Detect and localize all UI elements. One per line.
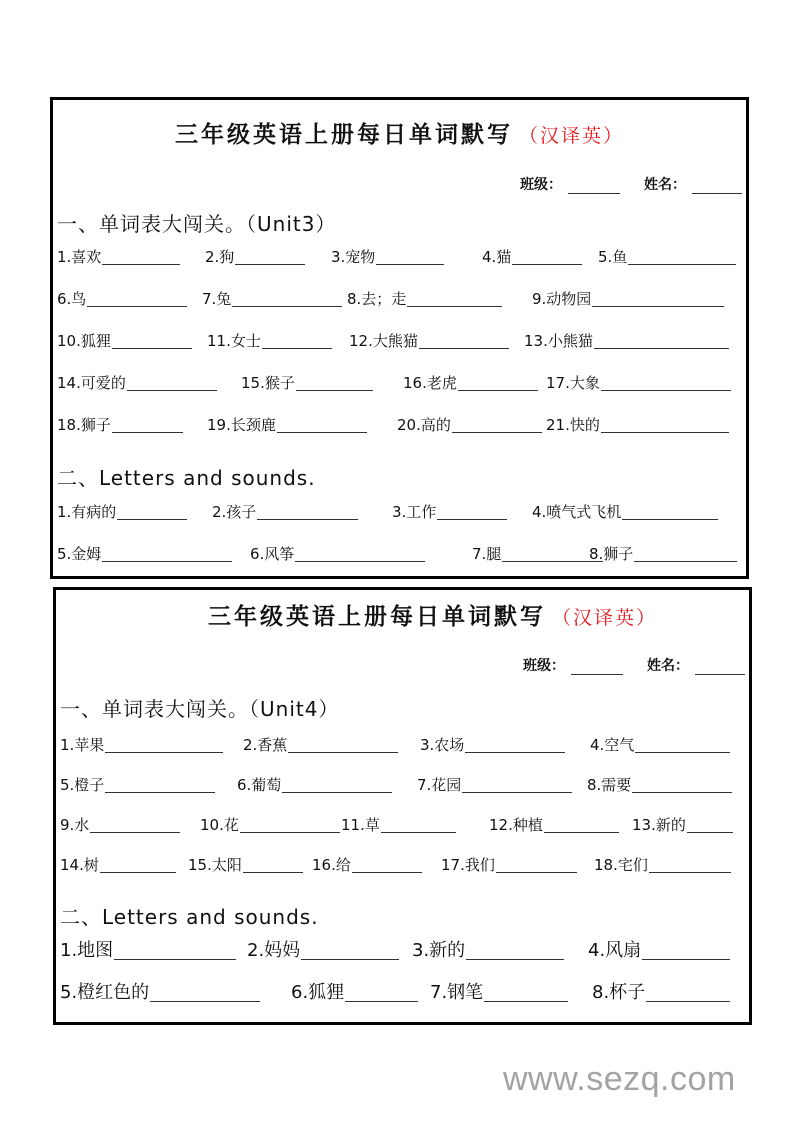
answer-blank[interactable] <box>419 347 509 349</box>
answer-blank[interactable] <box>352 871 422 873</box>
question-item <box>57 501 187 522</box>
question-prompt: 7.花园 <box>417 776 462 794</box>
answer-blank[interactable] <box>512 263 582 265</box>
question-item <box>341 814 456 835</box>
question-item <box>441 854 577 875</box>
question-item <box>397 414 542 435</box>
question-row <box>57 369 742 399</box>
answer-blank[interactable] <box>102 263 180 265</box>
question-item <box>57 543 232 564</box>
class-field[interactable] <box>571 673 623 675</box>
question-item <box>202 288 342 309</box>
question-prompt: 7.钢笔 <box>430 982 484 1003</box>
answer-blank[interactable] <box>87 305 187 307</box>
answer-blank[interactable] <box>282 791 392 793</box>
question-item <box>331 246 444 267</box>
question-item <box>188 854 303 875</box>
question-item <box>532 501 718 522</box>
answer-blank[interactable] <box>642 958 730 960</box>
question-prompt: 15.猴子 <box>241 374 295 392</box>
question-item <box>632 814 733 835</box>
answer-blank[interactable] <box>243 871 303 873</box>
question-item <box>57 246 180 267</box>
class-label: 班级： <box>523 658 565 674</box>
question-prompt: 16.给 <box>312 856 351 874</box>
question-item <box>60 936 236 962</box>
question-row <box>60 811 745 841</box>
question-item <box>349 330 509 351</box>
question-item <box>532 288 724 309</box>
question-item <box>57 414 183 435</box>
answer-blank[interactable] <box>127 389 217 391</box>
answer-blank[interactable] <box>295 560 425 562</box>
name-field[interactable] <box>692 192 742 194</box>
answer-blank[interactable] <box>100 871 176 873</box>
answer-blank[interactable] <box>102 560 232 562</box>
answer-blank[interactable] <box>235 263 305 265</box>
question-prompt: 1.苹果 <box>60 736 105 754</box>
question-prompt: 1.有病的 <box>57 503 117 521</box>
question-item <box>589 543 737 564</box>
student-info <box>520 174 742 194</box>
answer-blank[interactable] <box>90 831 180 833</box>
answer-blank[interactable] <box>381 831 456 833</box>
question-item <box>291 978 418 1004</box>
answer-blank[interactable] <box>465 751 565 753</box>
worksheet-title <box>116 598 749 631</box>
question-prompt: 4.猫 <box>482 248 512 266</box>
question-prompt: 5.橙子 <box>60 776 105 794</box>
question-item <box>420 734 565 755</box>
question-item <box>489 814 619 835</box>
question-prompt: 3.农场 <box>420 736 465 754</box>
question-prompt: 6.风筝 <box>250 545 295 563</box>
question-prompt: 19.长颈鹿 <box>207 416 276 434</box>
answer-blank[interactable] <box>634 560 737 562</box>
question-row <box>57 411 742 441</box>
question-prompt: 8.杯子 <box>592 982 646 1003</box>
answer-blank[interactable] <box>232 305 342 307</box>
worksheet-unit4 <box>53 587 752 1025</box>
class-label: 班级： <box>520 177 562 193</box>
answer-blank[interactable] <box>496 871 577 873</box>
question-prompt: 8.需要 <box>587 776 632 794</box>
answer-blank[interactable] <box>262 347 332 349</box>
question-item <box>60 814 180 835</box>
name-field[interactable] <box>695 673 745 675</box>
question-prompt: 12.大熊猫 <box>349 332 418 350</box>
question-item <box>430 978 568 1004</box>
question-prompt: 21.快的 <box>546 416 600 434</box>
question-item <box>212 501 358 522</box>
question-item <box>247 936 399 962</box>
answer-blank[interactable] <box>117 518 187 520</box>
question-prompt: 6.葡萄 <box>237 776 282 794</box>
question-item <box>592 978 730 1004</box>
question-prompt: 8.狮子 <box>589 545 634 563</box>
question-prompt: 2.香蕉 <box>243 736 288 754</box>
question-prompt: 14.可爱的 <box>57 374 126 392</box>
answer-blank[interactable] <box>105 751 223 753</box>
question-prompt: 7.腿 <box>472 545 502 563</box>
question-item <box>60 774 215 795</box>
question-prompt: 4.喷气式飞机 <box>532 503 622 521</box>
question-item <box>482 246 582 267</box>
question-prompt: 7.兔 <box>202 290 232 308</box>
answer-blank[interactable] <box>601 389 731 391</box>
question-item <box>472 543 603 564</box>
question-prompt: 6.鸟 <box>57 290 87 308</box>
question-item <box>594 854 731 875</box>
question-item <box>243 734 398 755</box>
question-prompt: 18.狮子 <box>57 416 111 434</box>
question-prompt: 9.动物园 <box>532 290 592 308</box>
worksheet-title <box>53 116 746 149</box>
answer-blank[interactable] <box>462 791 572 793</box>
answer-blank[interactable] <box>345 1000 418 1002</box>
answer-blank[interactable] <box>150 1000 260 1002</box>
question-prompt: 10.花 <box>200 816 239 834</box>
answer-blank[interactable] <box>407 305 502 307</box>
question-prompt: 13.小熊猫 <box>524 332 593 350</box>
question-prompt: 2.妈妈 <box>247 940 301 961</box>
question-prompt: 18.宅们 <box>594 856 648 874</box>
question-prompt: 3.新的 <box>412 940 466 961</box>
question-item <box>207 414 367 435</box>
title-tag: （汉译英） <box>551 607 657 629</box>
question-prompt: 12.种植 <box>489 816 543 834</box>
answer-blank[interactable] <box>105 791 215 793</box>
question-item <box>412 936 564 962</box>
answer-blank[interactable] <box>437 518 507 520</box>
question-item <box>546 414 729 435</box>
title-text: 三年级英语上册每日单词默写 <box>207 603 546 630</box>
title-tag: （汉译英） <box>518 125 624 147</box>
student-info <box>523 655 745 675</box>
question-item <box>60 854 176 875</box>
question-row <box>60 731 745 761</box>
answer-blank[interactable] <box>240 831 340 833</box>
question-item <box>60 734 223 755</box>
question-item <box>207 330 332 351</box>
answer-blank[interactable] <box>635 751 730 753</box>
question-item <box>312 854 422 875</box>
title-text: 三年级英语上册每日单词默写 <box>174 121 513 148</box>
question-item <box>403 372 538 393</box>
question-item <box>524 330 729 351</box>
answer-blank[interactable] <box>376 263 444 265</box>
question-row <box>57 243 742 273</box>
question-prompt: 15.太阳 <box>188 856 242 874</box>
question-row <box>57 285 742 315</box>
question-prompt: 5.金姆 <box>57 545 102 563</box>
answer-blank[interactable] <box>592 305 724 307</box>
answer-blank[interactable] <box>452 431 542 433</box>
question-prompt: 1.地图 <box>60 940 114 961</box>
answer-blank[interactable] <box>296 389 373 391</box>
question-prompt: 9.水 <box>60 816 90 834</box>
question-prompt: 2.狗 <box>205 248 235 266</box>
section-letters-sounds-heading: 二、Letters and sounds. <box>60 905 319 929</box>
answer-blank[interactable] <box>112 347 192 349</box>
worksheet-unit3 <box>50 97 749 579</box>
question-prompt: 1.喜欢 <box>57 248 102 266</box>
question-item <box>241 372 373 393</box>
question-prompt: 11.女士 <box>207 332 261 350</box>
question-prompt: 5.鱼 <box>598 248 628 266</box>
question-prompt: 4.风扇 <box>588 940 642 961</box>
answer-blank[interactable] <box>622 518 718 520</box>
question-prompt: 16.老虎 <box>403 374 457 392</box>
question-prompt: 3.工作 <box>392 503 437 521</box>
name-label: 姓名： <box>647 658 689 674</box>
answer-blank[interactable] <box>458 389 538 391</box>
question-prompt: 6.狐狸 <box>291 982 345 1003</box>
question-row <box>60 771 745 801</box>
answer-blank[interactable] <box>594 347 729 349</box>
question-prompt: 20.高的 <box>397 416 451 434</box>
question-item <box>417 774 572 795</box>
question-item <box>392 501 507 522</box>
class-field[interactable] <box>568 192 620 194</box>
answer-blank[interactable] <box>257 518 358 520</box>
answer-blank[interactable] <box>601 431 729 433</box>
answer-blank[interactable] <box>687 831 733 833</box>
question-prompt: 10.狐狸 <box>57 332 111 350</box>
answer-blank[interactable] <box>277 431 367 433</box>
question-row <box>57 498 742 528</box>
question-prompt: 14.树 <box>60 856 99 874</box>
section-vocabulary-heading: 一、单词表大闯关。（Unit3） <box>57 212 337 236</box>
answer-blank[interactable] <box>646 1000 730 1002</box>
question-prompt: 8.去；走 <box>347 290 407 308</box>
question-item <box>598 246 736 267</box>
watermark: www.sezq.com <box>503 1060 736 1098</box>
answer-blank[interactable] <box>544 831 619 833</box>
question-prompt: 4.空气 <box>590 736 635 754</box>
question-row <box>60 980 745 1010</box>
question-item <box>588 936 730 962</box>
question-item <box>250 543 425 564</box>
answer-blank[interactable] <box>288 751 398 753</box>
question-row <box>60 938 745 968</box>
question-prompt: 5.橙红色的 <box>60 982 150 1003</box>
answer-blank[interactable] <box>628 263 736 265</box>
question-item <box>587 774 732 795</box>
question-item <box>57 330 192 351</box>
section-letters-sounds-heading: 二、Letters and sounds. <box>57 466 316 490</box>
question-item <box>60 978 260 1004</box>
question-item <box>237 774 392 795</box>
question-row <box>57 540 742 570</box>
question-row <box>60 851 745 881</box>
question-prompt: 3.宠物 <box>331 248 376 266</box>
question-item <box>57 288 187 309</box>
answer-blank[interactable] <box>649 871 731 873</box>
question-item <box>347 288 502 309</box>
question-prompt: 13.新的 <box>632 816 686 834</box>
question-item <box>57 372 217 393</box>
answer-blank[interactable] <box>466 958 564 960</box>
question-item <box>546 372 731 393</box>
answer-blank[interactable] <box>114 958 236 960</box>
question-row <box>57 327 742 357</box>
question-prompt: 17.我们 <box>441 856 495 874</box>
question-item <box>205 246 305 267</box>
answer-blank[interactable] <box>301 958 399 960</box>
question-prompt: 17.大象 <box>546 374 600 392</box>
section-vocabulary-heading: 一、单词表大闯关。（Unit4） <box>60 697 340 721</box>
answer-blank[interactable] <box>632 791 732 793</box>
answer-blank[interactable] <box>484 1000 568 1002</box>
question-prompt: 11.草 <box>341 816 380 834</box>
question-item <box>590 734 730 755</box>
name-label: 姓名： <box>644 177 686 193</box>
question-item <box>200 814 340 835</box>
answer-blank[interactable] <box>112 431 183 433</box>
question-prompt: 2.孩子 <box>212 503 257 521</box>
